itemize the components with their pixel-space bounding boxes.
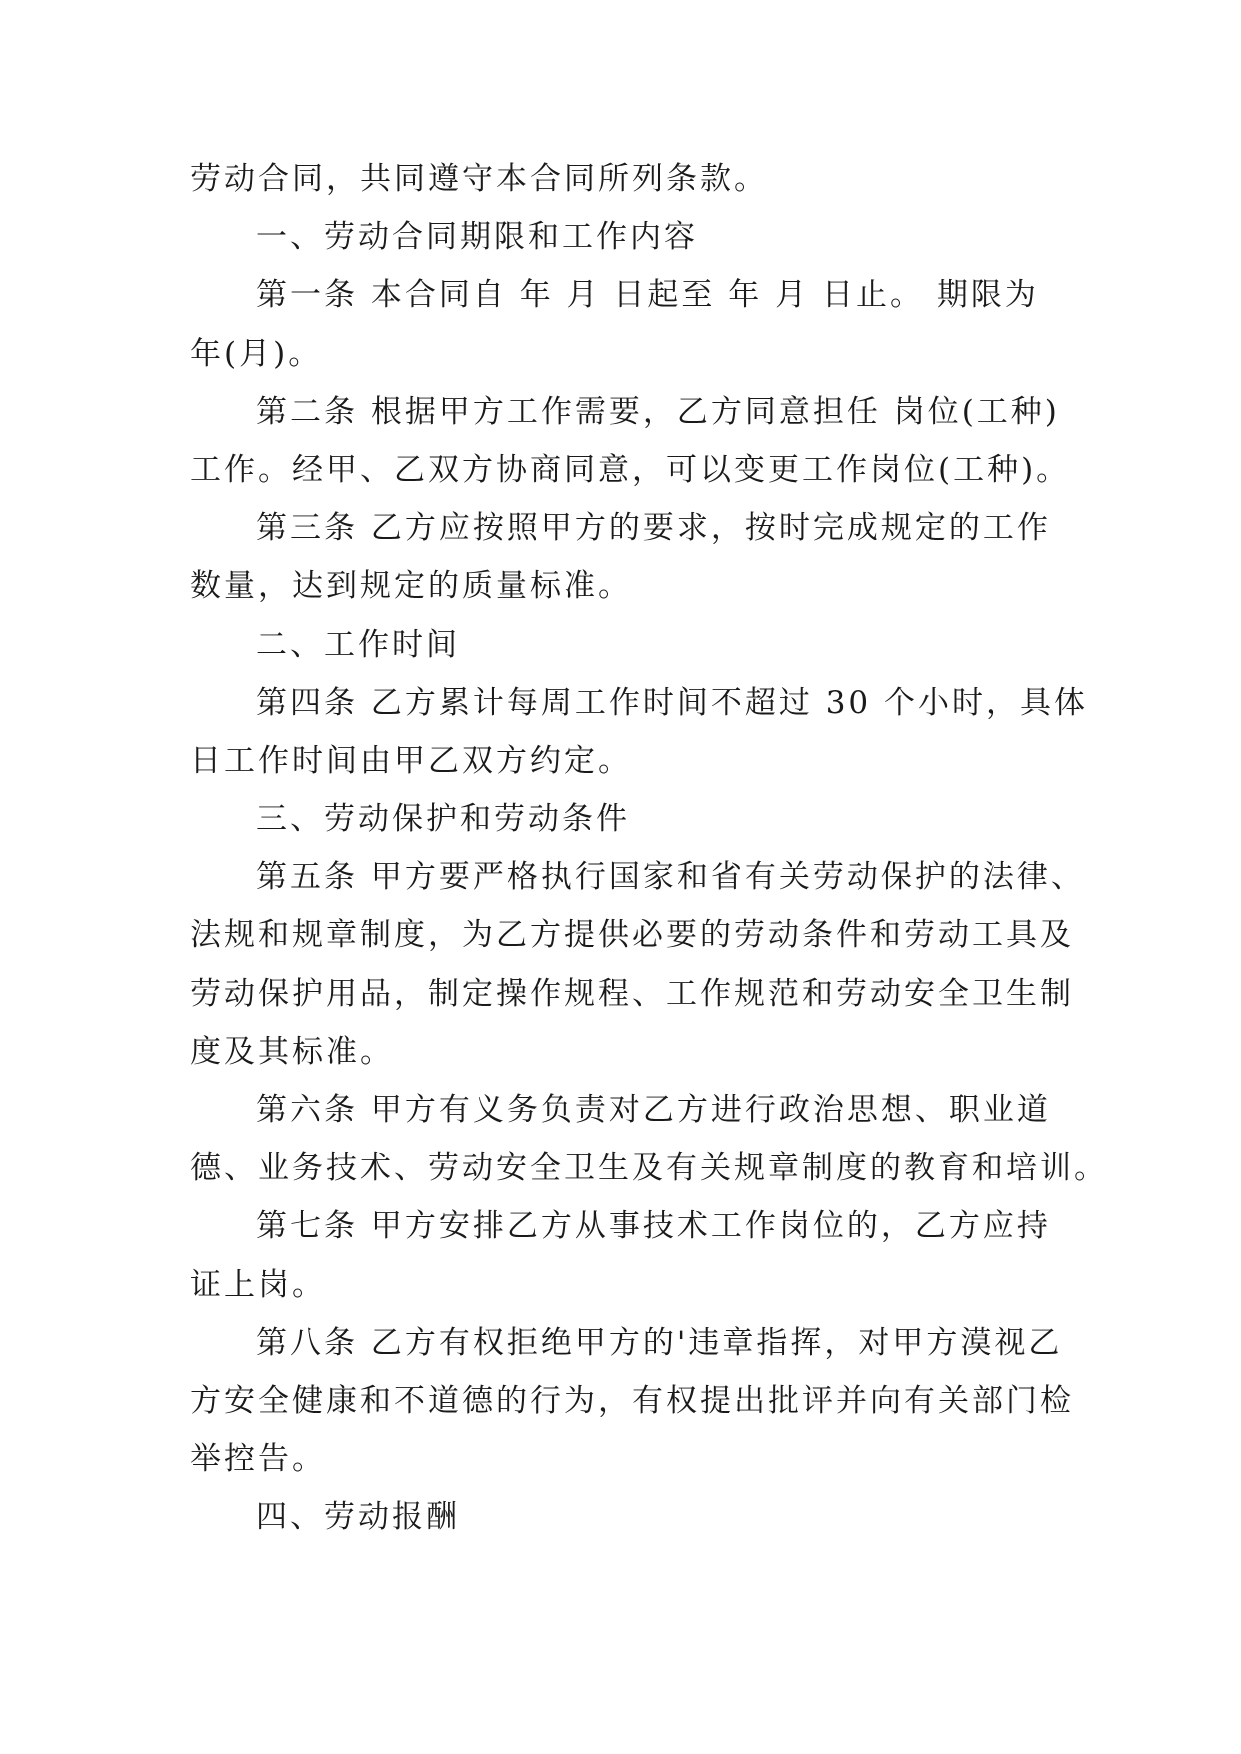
text-line-24: 四、劳动报酬	[256, 1499, 460, 1536]
text-line-14: 法规和规章制度，为乙方提供必要的劳动条件和劳动工具及	[190, 917, 1074, 954]
text-line-9: 二、工作时间	[256, 626, 460, 663]
text-line-10: 第四条 乙方累计每周工作时间不超过 30 个小时，具体	[256, 684, 1089, 721]
text-line-18: 德、业务技术、劳动安全卫生及有关规章制度的教育和培训。	[190, 1150, 1108, 1187]
text-line-20: 证上岗。	[190, 1266, 326, 1303]
text-line-8: 数量，达到规定的质量标准。	[190, 568, 632, 605]
text-line-4: 年(月)。	[190, 335, 323, 372]
contract-text	[190, 150, 1108, 1547]
text-line-3: 第一条 本合同自 年 月 日起至 年 月 日止。 期限为	[256, 277, 1039, 314]
text-line-22: 方安全健康和不道德的行为，有权提出批评并向有关部门检	[190, 1382, 1074, 1419]
text-line-1: 劳动合同，共同遵守本合同所列条款。	[190, 161, 768, 197]
text-line-7: 第三条 乙方应按照甲方的要求，按时完成规定的工作	[256, 510, 1051, 547]
text-line-16: 度及其标准。	[190, 1033, 394, 1070]
text-line-2: 一、劳动合同期限和工作内容	[256, 219, 698, 256]
text-line-21: 第八条 乙方有权拒绝甲方的'违章指挥，对甲方漠视乙	[256, 1324, 1063, 1361]
text-line-11: 日工作时间由甲乙双方约定。	[190, 742, 632, 779]
text-line-15: 劳动保护用品，制定操作规程、工作规范和劳动安全卫生制	[190, 975, 1074, 1012]
text-line-17: 第六条 甲方有义务负责对乙方进行政治思想、职业道	[256, 1092, 1051, 1128]
text-line-23: 举控告。	[190, 1441, 326, 1478]
text-line-6: 工作。经甲、乙双方协商同意，可以变更工作岗位(工种)。	[190, 451, 1071, 488]
text-line-19: 第七条 甲方安排乙方从事技术工作岗位的，乙方应持	[256, 1208, 1051, 1245]
text-line-5: 第二条 根据甲方工作需要，乙方同意担任 岗位(工种)	[256, 393, 1060, 430]
text-line-12: 三、劳动保护和劳动条件	[256, 801, 630, 838]
text-line-13: 第五条 甲方要严格执行国家和省有关劳动保护的法律、	[256, 859, 1085, 896]
